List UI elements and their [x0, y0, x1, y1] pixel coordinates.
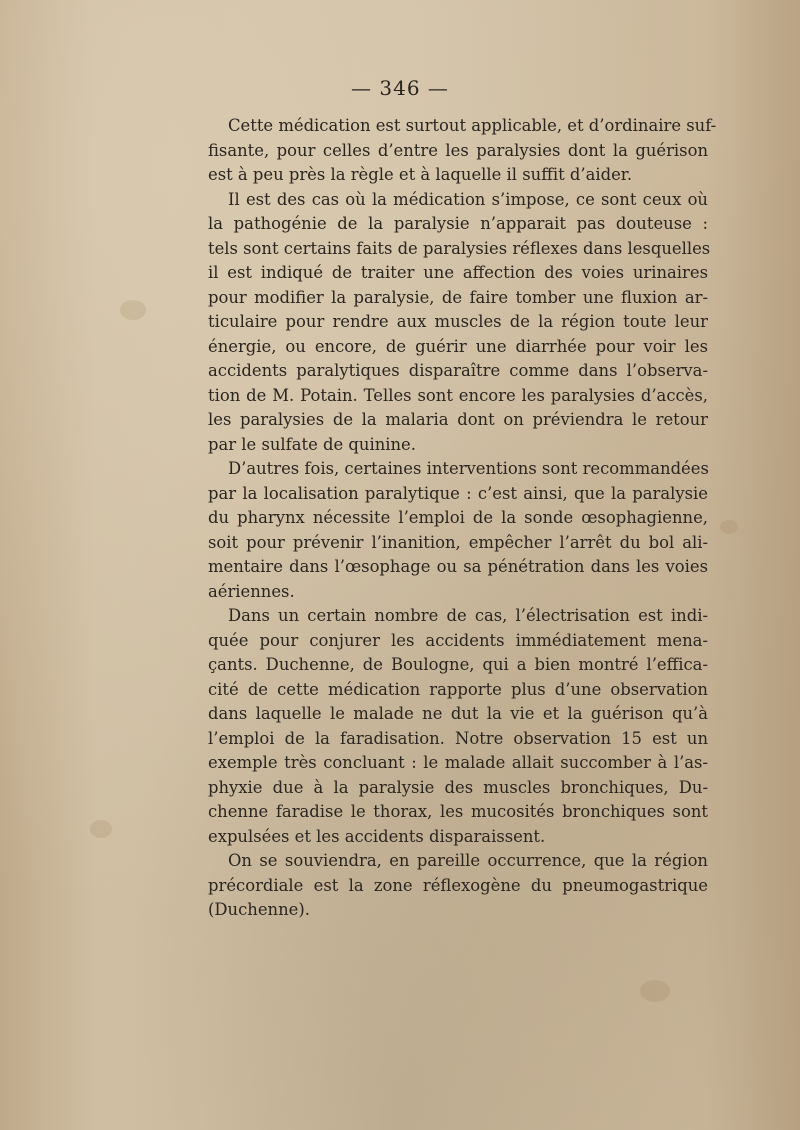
text-line: cité de cette médication rapporte plus d’une observation — [208, 679, 708, 699]
page-number: — 346 — — [351, 76, 449, 100]
text-line: précordiale est la zone réflexogène du pneumogastrique — [208, 875, 708, 895]
text-line: çants. Duchenne, de Boulogne, qui a bien montré l’effica- — [208, 655, 708, 674]
text-line: fisante, pour celles d’entre les paralysies dont la guérison — [208, 140, 708, 160]
text-line: Il est des cas où la médication s’impose, ce sont ceux où — [228, 189, 708, 209]
paper-stain — [120, 300, 146, 320]
text-line: tion de M. Potain. Telles sont encore les paralysies d’accès, — [208, 385, 708, 405]
text-line: Dans un certain nombre de cas, l’électrisation est indi- — [228, 606, 708, 625]
text-line: aériennes. — [208, 581, 295, 601]
text-line: accidents paralytiques disparaître comme dans l’observa- — [208, 361, 708, 380]
text-line: quée pour conjurer les accidents immédiatement mena- — [208, 630, 708, 650]
body-text — [208, 114, 717, 923]
text-line: du pharynx nécessite l’emploi de la sonde œsophagienne, — [208, 508, 708, 527]
text-line: par la localisation paralytique : c’est ainsi, que la paralysie — [208, 483, 708, 503]
paper-stain — [90, 820, 112, 838]
paper-stain — [640, 980, 670, 1002]
text-line: par le sulfate de quinine. — [208, 434, 416, 454]
text-line: pour modifier la paralysie, de faire tomber une fluxion ar- — [208, 287, 708, 307]
text-line: phyxie due à la paralysie des muscles bronchiques, Du- — [208, 777, 708, 797]
paper-stain — [720, 520, 738, 534]
text-line: tels sont certains faits de paralysies réflexes dans lesquelles — [208, 238, 711, 258]
text-line: l’emploi de la faradisation. Notre observation 15 est un — [208, 728, 708, 748]
text-line: (Duchenne). — [208, 900, 310, 919]
text-line: ticulaire pour rendre aux muscles de la région toute leur — [208, 312, 708, 331]
text-line: D’autres fois, certaines interventions sont recommandées — [228, 459, 709, 478]
text-line: est à peu près la règle et à laquelle il suffit d’aider. — [208, 165, 633, 184]
text-line: les paralysies de la malaria dont on préviendra le retour — [208, 410, 708, 429]
text-line: soit pour prévenir l’inanition, empêcher l’arrêt du bol ali- — [208, 532, 708, 552]
text-line: la pathogénie de la paralysie n’apparait pas douteuse : — [208, 214, 708, 233]
text-line: On se souviendra, en pareille occurrence, que la région — [228, 851, 708, 870]
text-line: énergie, ou encore, de guérir une diarrhée pour voir les — [208, 336, 708, 356]
text-line: expulsées et les accidents disparaissent. — [208, 826, 546, 846]
text-line: dans laquelle le malade ne dut la vie et la guérison qu’à — [208, 704, 708, 723]
text-line: chenne faradise le thorax, les mucosités bronchiques sont — [208, 802, 708, 821]
text-line: exemple très concluant : le malade allait succomber à l’as- — [208, 753, 708, 772]
text-line: il est indiqué de traiter une affection des voies urinaires — [208, 263, 708, 282]
text-line: mentaire dans l’œsophage ou sa pénétration dans les voies — [208, 557, 708, 576]
text-line: Cette médication est surtout applicable, et d’ordinaire suf- — [228, 116, 717, 135]
